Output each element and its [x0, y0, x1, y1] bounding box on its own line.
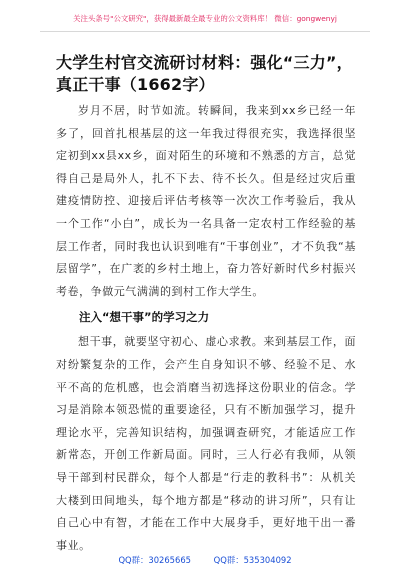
document-title: 大学生村官交流研讨材料：强化“三力”，真正干事（1662字） — [56, 53, 353, 94]
footer-contacts — [40, 554, 370, 568]
intro-paragraph: 岁月不居，时节如流。转瞬间，我来到xx乡已经一年多了，回首扎根基层的这一年我过得很充实，我选择很坚定初到xx县xx乡，面对陌生的环境和不熟悉的方言，总觉得自己是局外人，扎不下去、待不长久。但是经过灾后重建疫情防控、迎接后评估考核等一次次工作考验后，我从一个工作“小白”，成长为一名具备一定农村工作经验的基层工作者，同时我也认识到唯有“干事创业”，才不负我“基层留学”，在广袤的乡村土地上，奋力答好新时代乡村振兴考卷，争做元气满满的到村工作大学生。 — [56, 104, 356, 298]
header-divider — [40, 31, 370, 32]
section-paragraph: 想干事，就要坚守初心、虚心求教。来到基层工作，面对纷繁复杂的工作，会产生自身知识不够、经验不足、水平不高的危机感，也会消磨当初选择这份职业的信念。学习是消除本领恐慌的重要途径，只有不断加强学习，提升理论水平，完善知识结构，加强调查研究，才能适应工作新常态，开创工作新局面。同时，三人行必有我师，从领导干部到村民群众，每个人都是“行走的教科书”：从机关大楼到田间地头，每个地方都是“移动的讲习所”，只有让自己心中有智，才能在工作中大展身手，更好地干出一番事业。 — [56, 335, 356, 552]
header-banner: 关注头条号"公文研究"，获得最新最全最专业的公文资料库！ 微信：gongwenyj — [73, 14, 337, 23]
document-body — [56, 100, 356, 557]
footer-qq-group-1: QQ群：30265665 — [118, 555, 191, 565]
footer-qq-group-2: QQ群：535304092 — [213, 555, 292, 565]
section-heading: 注入“想干事”的学习之力 — [79, 310, 210, 325]
